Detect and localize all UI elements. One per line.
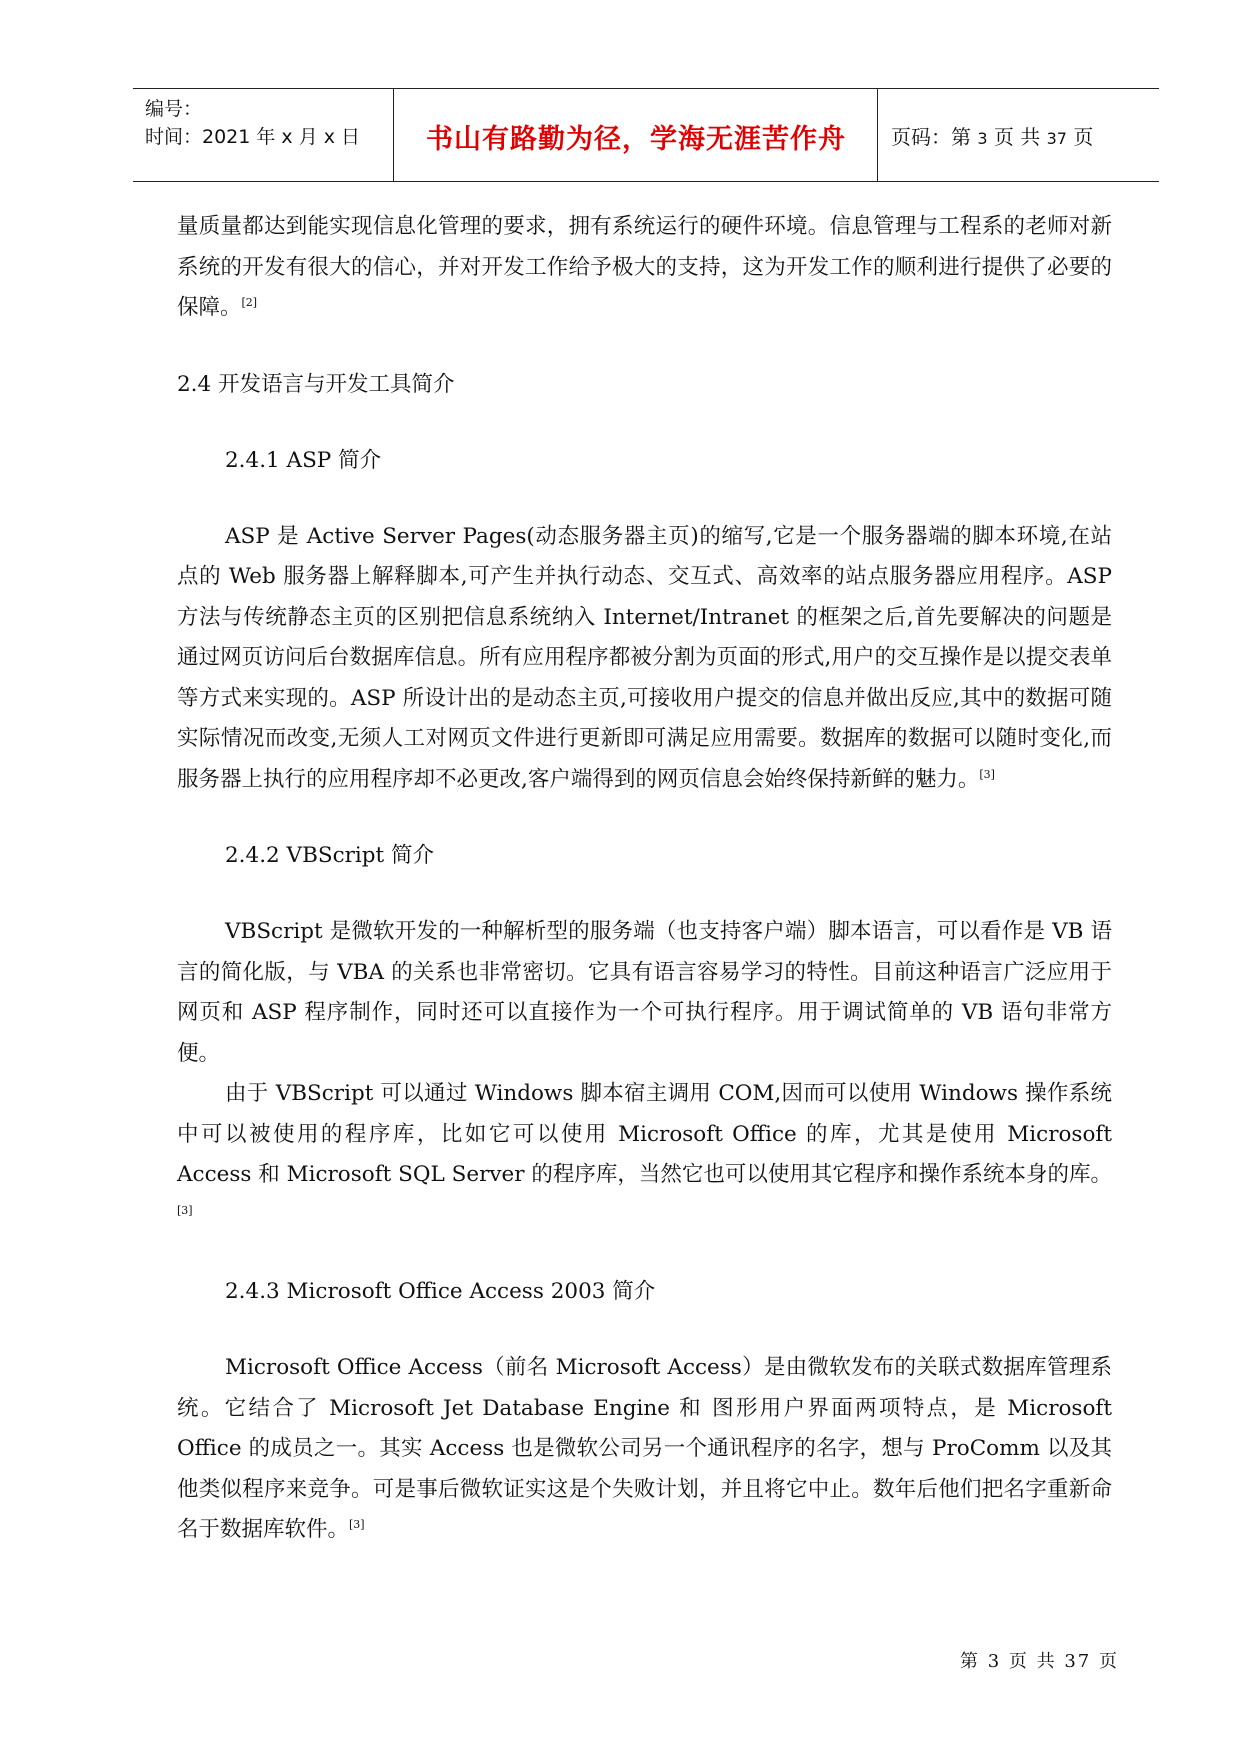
header-time: 时间：2021 年 x 月 x 日	[145, 126, 361, 148]
page-code-suffix: 页	[1073, 125, 1094, 149]
citation: [3]	[979, 767, 995, 781]
header-divider	[393, 89, 394, 181]
subsection-heading: 2.4.2 VBScript 简介	[225, 843, 435, 868]
page-code-prefix: 页码：第	[891, 125, 971, 149]
header-divider	[877, 89, 878, 181]
page-code-total: 37	[1046, 129, 1067, 148]
paragraph: ASP 是 Active Server Pages(动态服务器主页)的缩写,它是一个服务器端的脚本环境,在站点的 Web 服务器上解释脚本,可产生并执行动态、交互式、高效率的站点服务器应用程序。ASP 方法与传统静态主页的区别把信息系统纳入 Internet/Intranet 的框架之后,首先要解决的问题是通过网页访问后台数据库信息。所有应用程序都被分割为页面的形式,用户的交互操作是以提交表单等方式来实现的。ASP 所设计出的是动态主页,可接收用户提交的信息并做出反应,其中的数据可随实际情况而改变,无须人工对网页文件进行更新即可满足应用需要。数据库的数据可以随时变化,而服务器上执行的应用程序却不必更改,客户端得到的网页信息会始终保持新鲜的魅力。[3]	[177, 523, 1112, 792]
document-body	[177, 207, 1112, 1551]
subsection-heading: 2.4.3 Microsoft Office Access 2003 简介	[225, 1279, 656, 1304]
paragraph: VBScript 是微软开发的一种解析型的服务端（也支持客户端）脚本语言，可以看作是 VB 语言的简化版，与 VBA 的关系也非常密切。它具有语言容易学习的特性。目前这种语言广泛应用于网页和 ASP 程序制作，同时还可以直接作为一个可执行程序。用于调试简单的 VB 语句非常方便。	[177, 919, 1112, 1066]
page-code-number: 3	[977, 129, 988, 148]
paragraph: Microsoft Office Access（前名 Microsoft Access）是由微软发布的关联式数据库管理系统。它结合了 Microsoft Jet Database Engine 和 图形用户界面两项特点，是 Microsoft Office 的成员之一。其实 Access 也是微软公司另一个通讯程序的名字，想与 ProComm 以及其他类似程序来竞争。可是事后微软证实这是个失败计划，并且将它中止。数年后他们把名字重新命名于数据库软件。[3]	[177, 1355, 1112, 1542]
header-page-code	[891, 121, 1093, 150]
subsection-heading: 2.4.1 ASP 简介	[225, 447, 382, 473]
page-header	[133, 88, 1159, 182]
citation: [3]	[177, 1203, 193, 1217]
paragraph: 由于 VBScript 可以通过 Windows 脚本宿主调用 COM,因而可以使用 Windows 操作系统中可以被使用的程序库，比如它可以使用 Microsoft Office 的库，尤其是使用 Microsoft Access 和 Microsoft SQL Server 的程序库，当然它也可以使用其它程序和操作系统本身的库。[3]	[177, 1081, 1112, 1217]
header-motto: 书山有路勤为径，学海无涯苦作舟	[426, 124, 846, 155]
page-footer: 第 3 页 共 37 页	[960, 1651, 1119, 1672]
citation: [3]	[349, 1517, 365, 1531]
header-number-label: 编号：	[145, 98, 203, 120]
paragraph: 量质量都达到能实现信息化管理的要求，拥有系统运行的硬件环境。信息管理与工程系的老师对新系统的开发有很大的信心，并对开发工作给予极大的支持，这为开发工作的顺利进行提供了必要的保障。[2]	[177, 214, 1112, 320]
section-heading: 2.4 开发语言与开发工具简介	[177, 371, 455, 397]
citation: [2]	[241, 295, 258, 309]
page-code-mid: 页 共	[993, 125, 1041, 149]
